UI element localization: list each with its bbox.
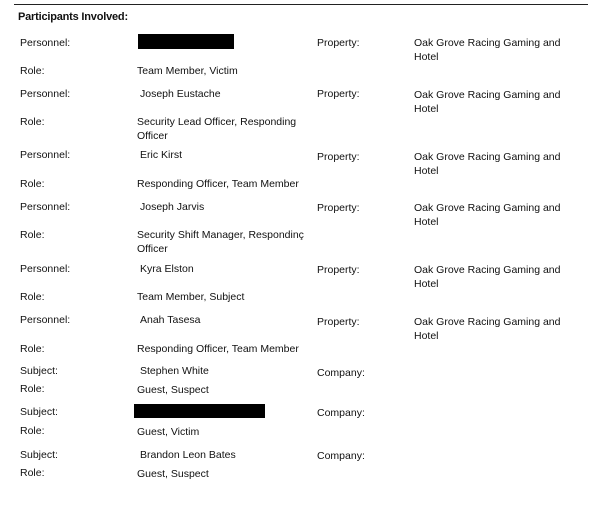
- participant-org-label: Property:: [317, 37, 360, 49]
- participant-org-label: Property:: [317, 264, 360, 276]
- participant-org: Oak Grove Racing Gaming and Hotel: [414, 264, 561, 290]
- role-label: Role:: [20, 116, 45, 128]
- participant-org: Oak Grove Racing Gaming and Hotel: [414, 316, 561, 342]
- participant-role: Guest, Suspect: [137, 468, 209, 480]
- participant-org-label: Company:: [317, 450, 365, 462]
- role-label: Role:: [20, 467, 45, 479]
- participant-label: Personnel:: [20, 37, 71, 49]
- participant-role: Team Member, Subject: [137, 291, 245, 303]
- participant-role: Guest, Suspect: [137, 384, 209, 396]
- participant-name: Stephen White: [140, 365, 209, 377]
- participant-org: Oak Grove Racing Gaming and Hotel: [414, 151, 561, 177]
- participant-role: Security Shift Manager, Respondinç Officer: [137, 229, 304, 255]
- participant-label: Personnel:: [20, 314, 71, 326]
- participant-label: Subject:: [20, 449, 58, 461]
- participant-name: Eric Kirst: [140, 149, 182, 161]
- participant-org-label: Company:: [317, 367, 365, 379]
- role-label: Role:: [20, 343, 45, 355]
- participant-label: Personnel:: [20, 88, 71, 100]
- redacted-name: [134, 404, 265, 418]
- role-label: Role:: [20, 291, 45, 303]
- role-label: Role:: [20, 425, 45, 437]
- top-rule: [14, 4, 588, 5]
- participant-name: Kyra Elston: [140, 263, 194, 275]
- participant-org: Oak Grove Racing Gaming and Hotel: [414, 89, 561, 115]
- participant-role: Security Lead Officer, Responding Officer: [137, 116, 297, 142]
- participant-org-label: Company:: [317, 407, 365, 419]
- participant-name: Brandon Leon Bates: [140, 449, 236, 461]
- participant-label: Personnel:: [20, 263, 71, 275]
- participant-role: Guest, Victim: [137, 426, 200, 438]
- participant-role: Responding Officer, Team Member: [137, 178, 299, 190]
- role-label: Role:: [20, 65, 45, 77]
- role-label: Role:: [20, 229, 45, 241]
- participant-name: Joseph Jarvis: [140, 201, 205, 213]
- participant-org: Oak Grove Racing Gaming and Hotel: [414, 202, 561, 228]
- participant-name: Joseph Eustache: [140, 88, 221, 100]
- participant-org-label: Property:: [317, 88, 360, 100]
- participant-label: Personnel:: [20, 201, 71, 213]
- redacted-name: [138, 34, 234, 49]
- participant-label: Subject:: [20, 365, 58, 377]
- role-label: Role:: [20, 178, 45, 190]
- participant-label: Personnel:: [20, 149, 71, 161]
- participant-org-label: Property:: [317, 151, 360, 163]
- participant-org-label: Property:: [317, 316, 360, 328]
- participant-name: Anah Tasesa: [140, 314, 201, 326]
- participant-label: Subject:: [20, 406, 58, 418]
- participant-org-label: Property:: [317, 202, 360, 214]
- participant-role: Responding Officer, Team Member: [137, 343, 299, 355]
- role-label: Role:: [20, 383, 45, 395]
- participant-role: Team Member, Victim: [137, 65, 238, 77]
- participant-org: Oak Grove Racing Gaming and Hotel: [414, 37, 561, 63]
- section-title: Participants Involved:: [18, 11, 128, 23]
